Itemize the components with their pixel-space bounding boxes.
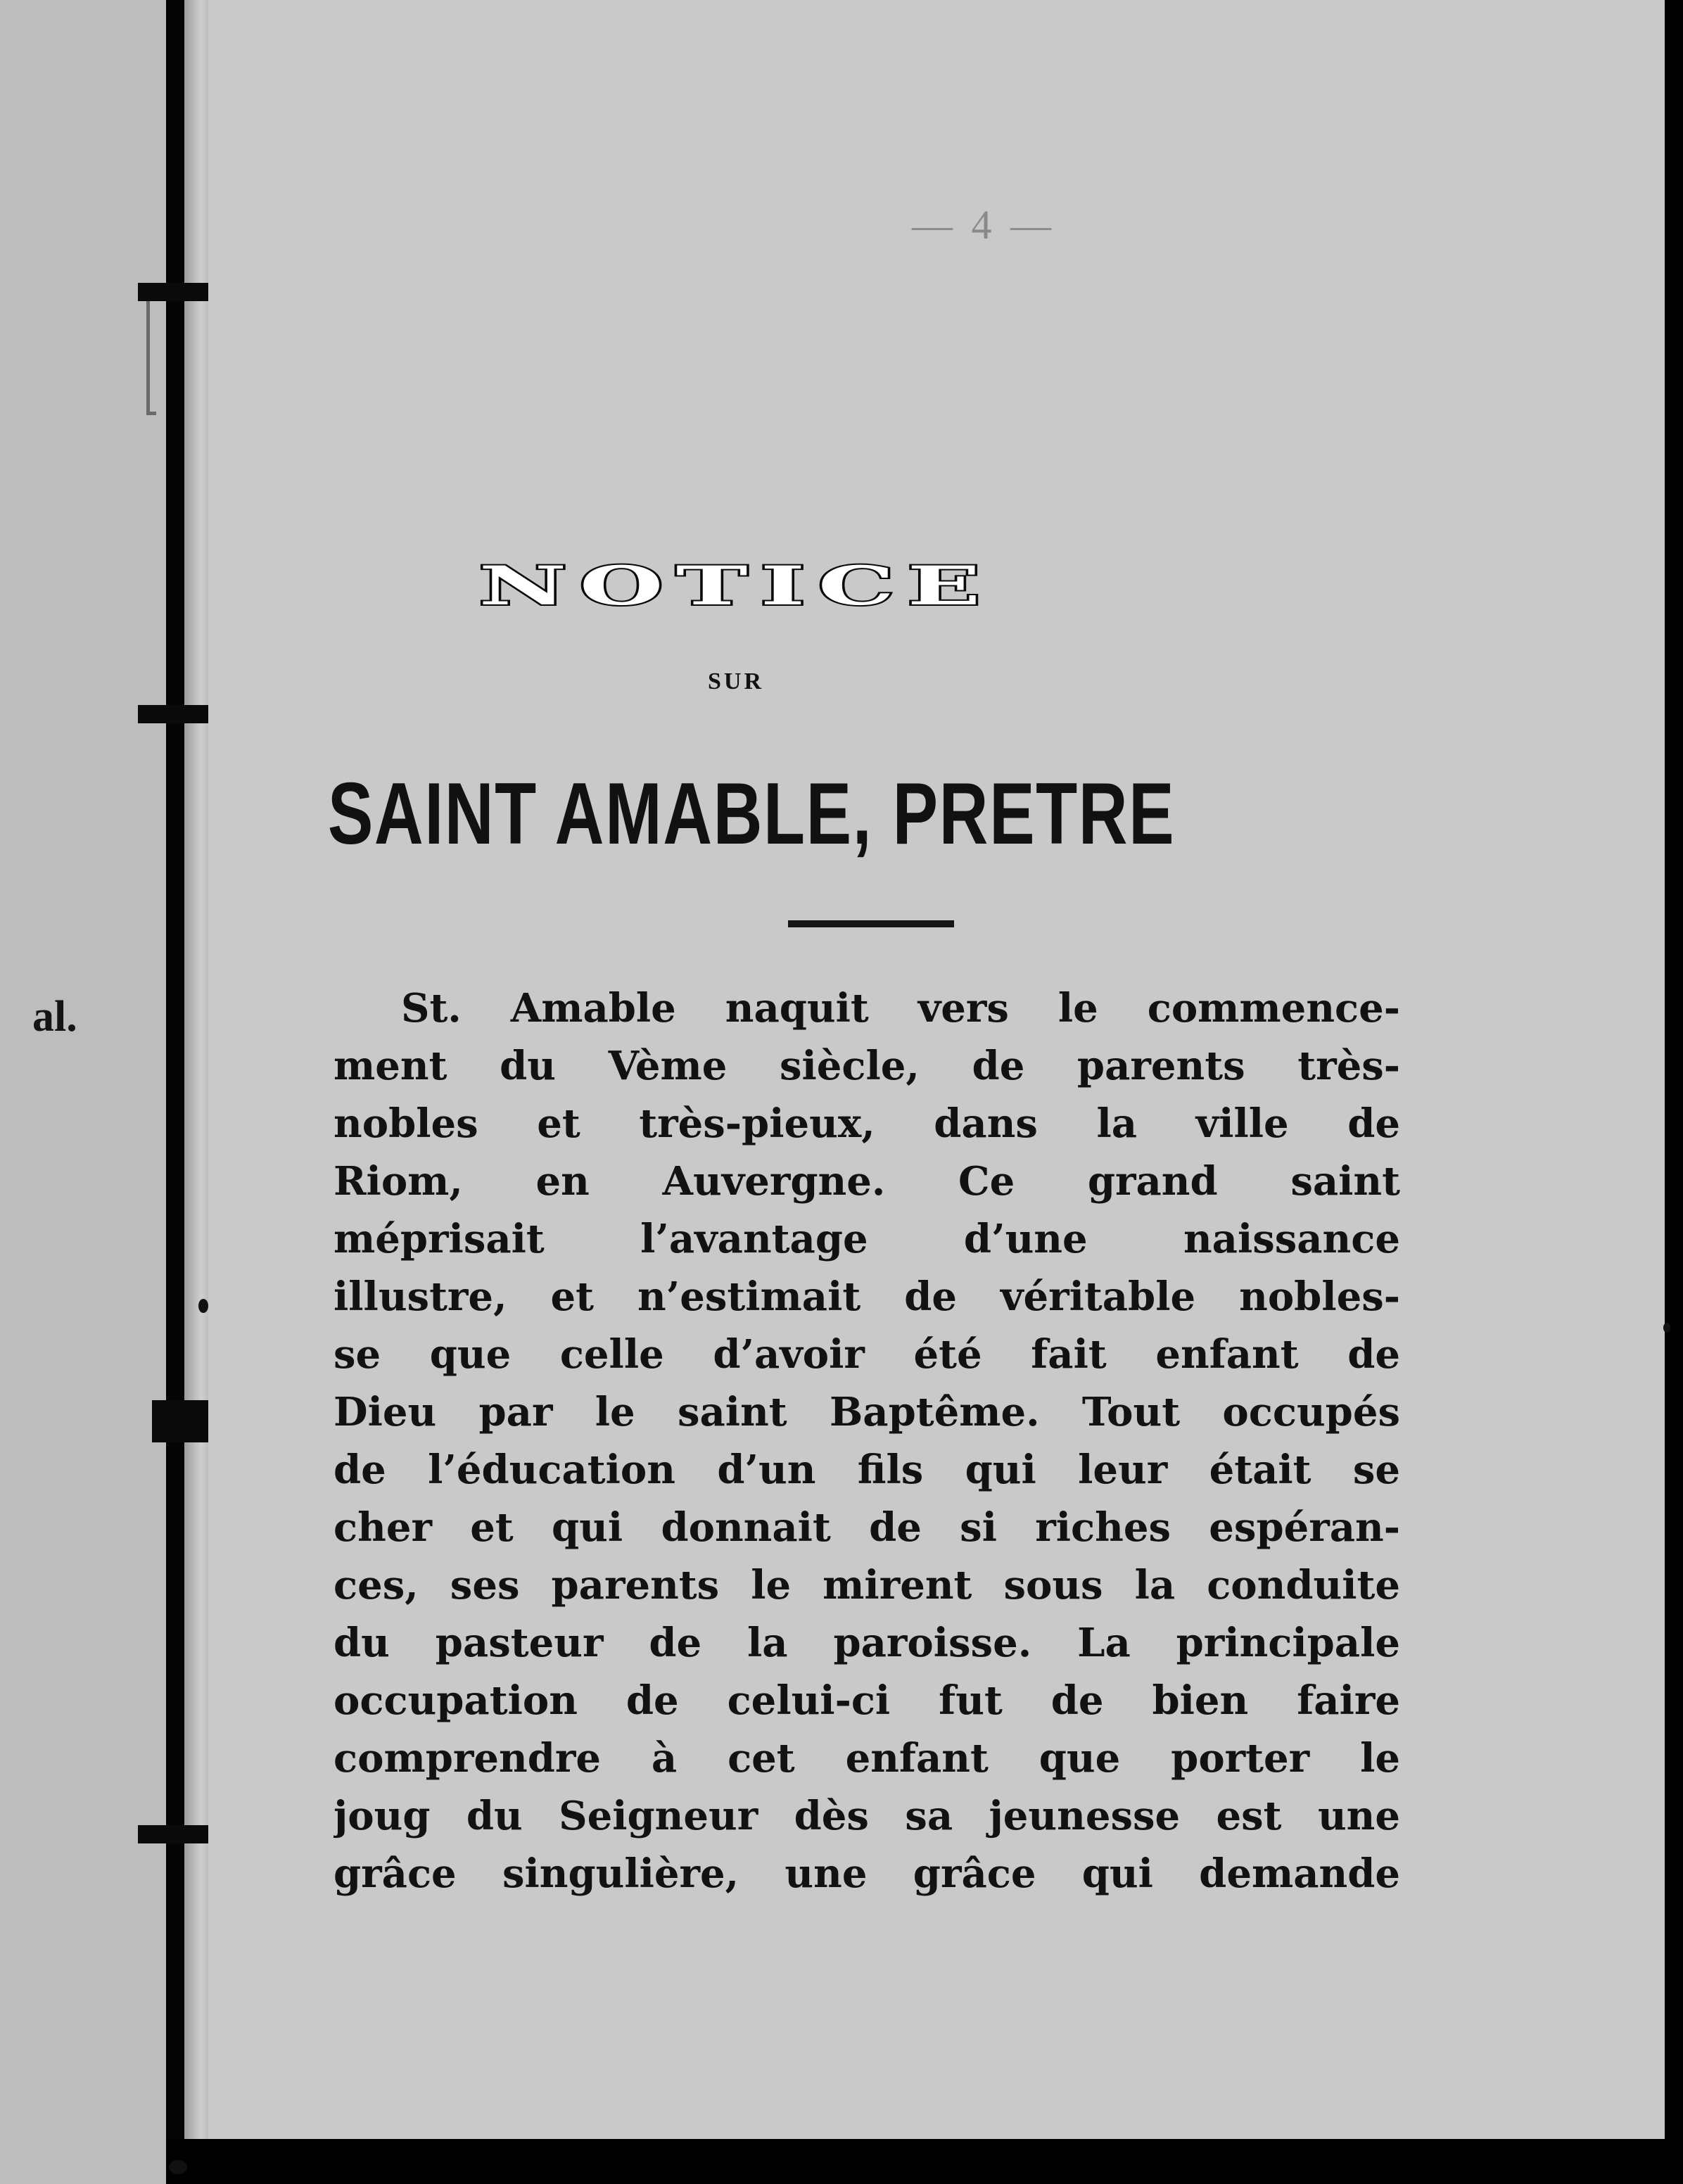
page-number: — 4 — <box>912 202 1055 248</box>
book-page <box>208 0 1665 2139</box>
body-line: Riom, en Auvergne. Ce grand saint <box>334 1158 1400 1205</box>
body-line: grâce singulière, une grâce qui demande <box>334 1850 1400 1897</box>
body-line: du pasteur de la paroisse. La principale <box>334 1620 1400 1666</box>
ink-speck <box>198 1299 208 1313</box>
saint-amable-heading-text: SAINT AMABLE, PRETRE <box>327 766 1176 863</box>
body-line: méprisait l’avantage d’une naissance <box>334 1216 1400 1262</box>
title-rule <box>788 920 954 927</box>
previous-page-text-fragment: al. <box>32 993 77 1041</box>
body-line: se que celle d’avoir été fait enfant de <box>334 1331 1400 1378</box>
saint-amable-heading <box>208 764 1264 864</box>
body-paragraph <box>334 979 1400 1903</box>
ink-speck <box>169 2160 187 2174</box>
binding-strip <box>184 0 208 2139</box>
bracket-mark <box>146 296 156 415</box>
body-line: ment du Vème siècle, de parents très- <box>334 1043 1400 1089</box>
book-gutter <box>166 0 184 2184</box>
notice-title <box>208 554 1264 617</box>
body-line: ces, ses parents le mirent sous la conduite <box>334 1562 1400 1608</box>
body-line: comprendre à cet enfant que porter le <box>334 1735 1400 1782</box>
body-line: illustre, et n’estimait de véritable nobles- <box>334 1274 1400 1320</box>
notice-title-text: NOTICE <box>478 554 993 617</box>
ink-speck <box>1663 1323 1670 1333</box>
body-line: occupation de celui-ci fut de bien faire <box>334 1677 1400 1724</box>
body-line: nobles et très-pieux, dans la ville de <box>334 1100 1400 1147</box>
body-line: joug du Seigneur dès sa jeunesse est une <box>334 1793 1400 1839</box>
bleed-through-text <box>328 300 1524 356</box>
body-line: de l’éducation d’un fils qui leur était se <box>334 1447 1400 1493</box>
body-line: St. Amable naquit vers le commence- <box>401 985 1400 1031</box>
body-line: cher et qui donnait de si riches espéran- <box>334 1504 1400 1551</box>
sur-label: SUR <box>707 668 765 694</box>
body-line: Dieu par le saint Baptême. Tout occupés <box>334 1389 1400 1435</box>
previous-page-edge <box>0 0 166 2184</box>
scan-right-border <box>1665 0 1683 2184</box>
scan-bottom-border <box>166 2139 1683 2184</box>
